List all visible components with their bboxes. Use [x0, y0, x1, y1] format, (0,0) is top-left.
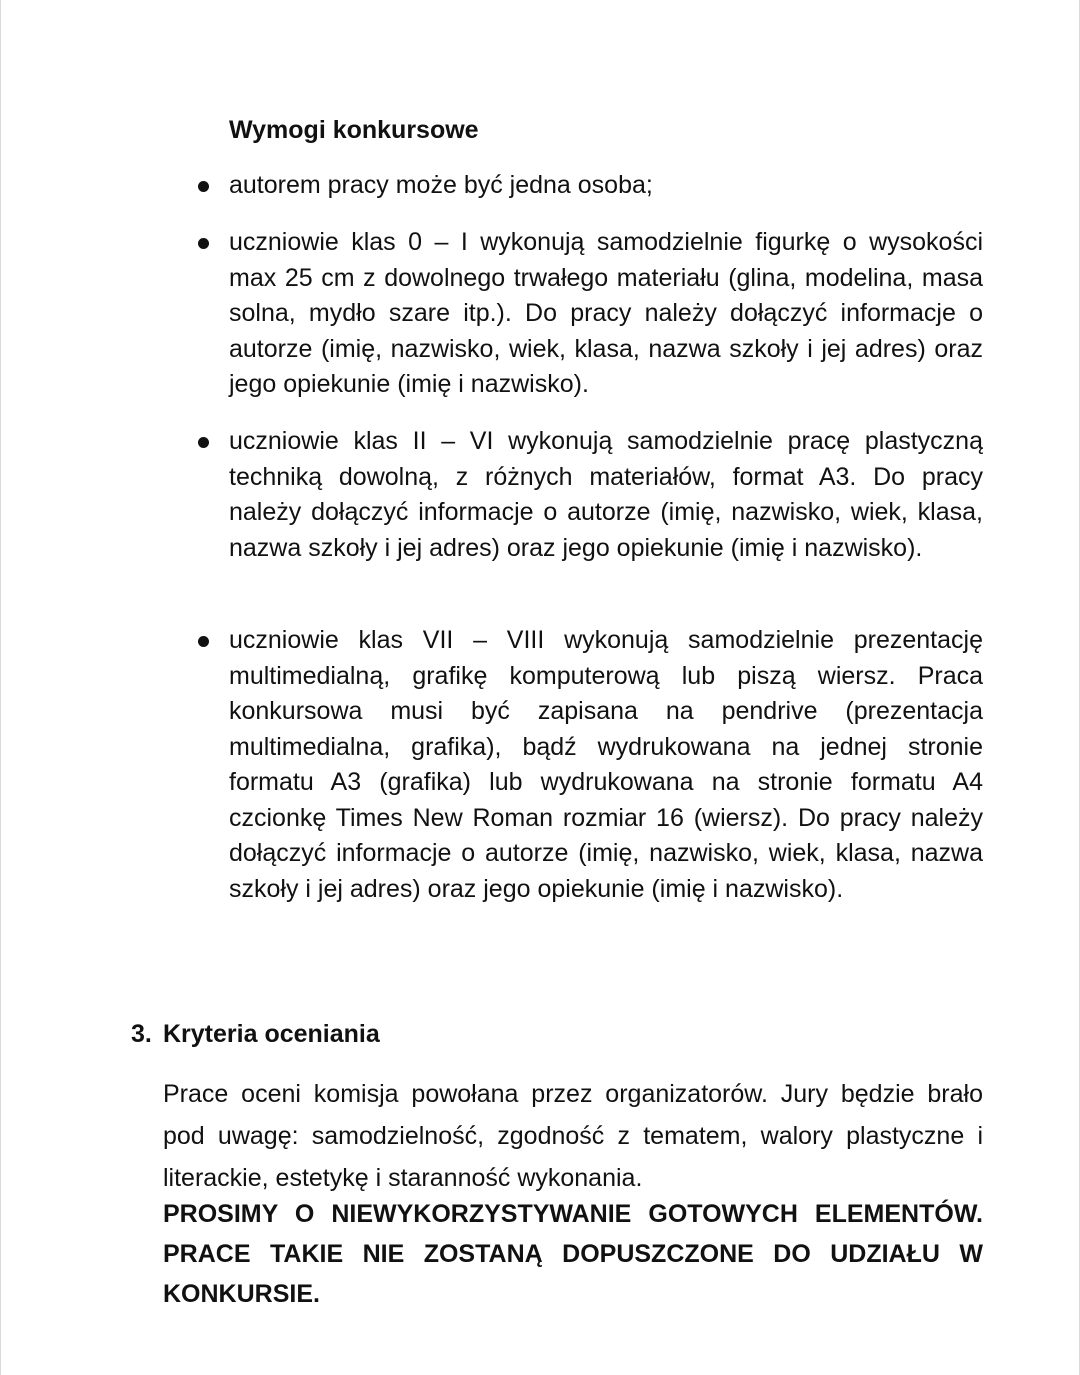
- bullet-icon: [198, 437, 209, 448]
- bullet-icon: [198, 238, 209, 249]
- requirement-text: uczniowie klas II – VI wykonują samodzielnie pracę plastyczną techniką dowolną, z różnych materiałów, format A3. Do pracy należy dołączyć informacje o autorze (imię, nazwisko, wiek, klasa, nazwa szkoły i jej adres) oraz jego opiekunie (imię i nazwisko).: [229, 427, 983, 562]
- requirements-heading: Wymogi konkursowe: [229, 116, 479, 144]
- requirement-item-1: [229, 168, 983, 204]
- bullet-icon: [198, 636, 209, 647]
- criteria-paragraph: Prace oceni komisja powołana przez organizatorów. Jury będzie brało pod uwagę: samodzielność, zgodność z tematem, walory plastyczne i literackie, estetykę i staranność wykonania.: [163, 1080, 983, 1192]
- criteria-warning: PROSIMY O NIEWYKORZYSTYWANIE GOTOWYCH ELEMENTÓW. PRACE TAKIE NIE ZOSTANĄ DOPUSZCZONE DO UDZIAŁU W KONKURSIE.: [163, 1200, 983, 1308]
- requirement-text: autorem pracy może być jedna osoba;: [229, 171, 653, 199]
- criteria-heading: [131, 1017, 380, 1051]
- section-title: Kryteria oceniania: [163, 1020, 380, 1048]
- requirement-item-3: [229, 424, 983, 566]
- section-number: 3.: [131, 1020, 152, 1048]
- requirement-item-2: [229, 225, 983, 403]
- requirement-text: uczniowie klas 0 – I wykonują samodzielnie figurkę o wysokości max 25 cm z dowolnego trwałego materiału (glina, modelina, masa solna, mydło szare itp.). Do pracy należy dołączyć informacje o autorze (imię, nazwisko, wiek, klasa, nazwa szkoły i jej adres) oraz jego opiekunie (imię i nazwisko).: [229, 228, 983, 398]
- requirement-text: uczniowie klas VII – VIII wykonują samodzielnie prezentację multimedialną, grafikę komputerową lub piszą wiersz. Praca konkursowa musi być zapisana na pendrive (prezentacja multimedialna, grafika), bądź wydrukowana na jednej stronie formatu A3 (grafika) lub wydrukowana na stronie formatu A4 czcionkę Times New Roman rozmiar 16 (wiersz). Do pracy należy dołączyć informacje o autorze (imię, nazwisko, wiek, klasa, nazwa szkoły i jej adres) oraz jego opiekunie (imię i nazwisko).: [229, 626, 983, 903]
- requirement-item-4: [229, 623, 983, 907]
- bullet-icon: [198, 181, 209, 192]
